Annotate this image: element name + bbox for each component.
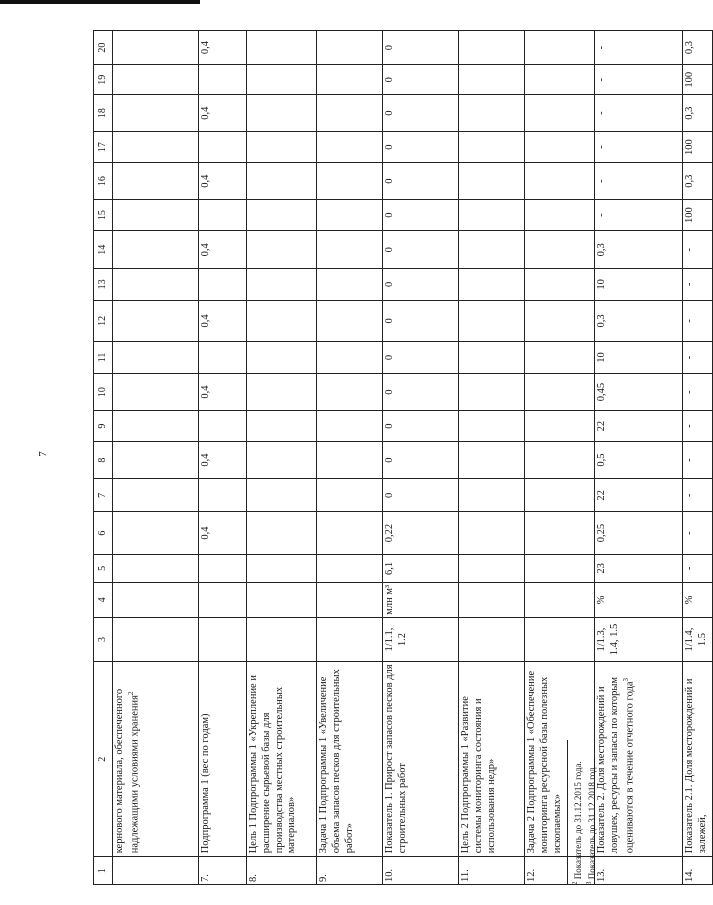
value-cell: 0,4: [199, 512, 247, 555]
value-cell: 0,4: [199, 441, 247, 479]
value-cell: [459, 342, 525, 373]
value-cell: [317, 342, 383, 373]
value-cell: 0,4: [199, 300, 247, 342]
value-cell: 0,3: [683, 31, 713, 65]
value-cell: [317, 300, 383, 342]
value-cell: [459, 512, 525, 555]
value-cell: [247, 95, 317, 132]
footnote-mark: 3: [621, 677, 630, 682]
value-cell: [247, 65, 317, 95]
value-cell: [247, 582, 317, 617]
indicator-name-text: Показатель 2. Доля месторождений и ловушек, ресурсы и запасы по которым оцениваются в течение отчетного года: [596, 676, 636, 854]
value-cell: -: [595, 163, 683, 200]
value-cell: 0,3: [683, 163, 713, 200]
value-cell: 22: [595, 411, 683, 441]
footnote: [571, 185, 585, 885]
value-cell: [199, 131, 247, 162]
value-cell: 0: [383, 95, 459, 132]
value-cell: 0,5: [595, 441, 683, 479]
value-cell: %: [683, 582, 713, 617]
value-cell: [199, 617, 247, 661]
value-cell: [317, 441, 383, 479]
footnote-text: Показатель до 31.12.2018 год.: [586, 765, 597, 882]
value-cell: 0,3: [595, 300, 683, 342]
table-row: [459, 31, 525, 885]
value-cell: 0: [383, 231, 459, 269]
value-cell: [199, 582, 247, 617]
value-cell: [247, 479, 317, 512]
value-cell: [459, 300, 525, 342]
row-number: 12.: [525, 857, 595, 885]
value-cell: -: [683, 269, 713, 300]
value-cell: 0: [383, 163, 459, 200]
row-number: 11.: [459, 857, 525, 885]
value-cell: [199, 342, 247, 373]
row-number: 9.: [317, 857, 383, 885]
value-cell: -: [683, 231, 713, 269]
value-cell: 23: [595, 555, 683, 583]
header-cell: 11: [94, 342, 113, 373]
value-cell: -: [683, 441, 713, 479]
value-cell: [199, 65, 247, 95]
value-cell: [459, 199, 525, 230]
value-cell: [247, 342, 317, 373]
value-cell: [113, 555, 199, 583]
value-cell: 100: [683, 199, 713, 230]
value-cell: %: [595, 582, 683, 617]
value-cell: [247, 300, 317, 342]
value-cell: [247, 31, 317, 65]
indicator-name: [317, 662, 383, 857]
value-cell: [113, 582, 199, 617]
header-cell: 7: [94, 479, 113, 512]
value-cell: [459, 269, 525, 300]
value-cell: 1/1.1, 1.2: [383, 617, 459, 661]
footnote-separator: [567, 740, 568, 885]
value-cell: [317, 95, 383, 132]
header-cell: 19: [94, 65, 113, 95]
value-cell: [113, 231, 199, 269]
value-cell: [317, 411, 383, 441]
value-cell: 0: [383, 300, 459, 342]
indicator-name-text: Задача 2 Подпрограммы 1 «Обеспечение мониторинга ресурсной базы полезных ископаемых»: [526, 670, 563, 854]
value-cell: 0: [383, 31, 459, 65]
value-cell: 0,45: [595, 373, 683, 411]
indicator-name: [199, 662, 247, 857]
value-cell: [199, 411, 247, 441]
value-cell: [317, 199, 383, 230]
footnote-number: 3: [584, 881, 593, 885]
indicator-name-text: Задача 1 Подпрограммы 1 «Увеличение объема запасов песков для строительных работ»: [318, 669, 355, 854]
page-number: 7: [36, 451, 49, 457]
table-row: [113, 31, 199, 885]
header-cell: 15: [94, 199, 113, 230]
indicator-name-text: Подпрограмма 1 (вес по годам): [200, 713, 211, 854]
header-cell: 8: [94, 441, 113, 479]
header-cell: 9: [94, 411, 113, 441]
value-cell: [317, 555, 383, 583]
indicator-name-text: Показатель 1. Прирост запасов песков для строительных работ: [384, 664, 408, 854]
footnote-text: Показатель до 31.12.2015 года.: [573, 761, 583, 882]
value-cell: 0,3: [595, 231, 683, 269]
value-cell: -: [683, 300, 713, 342]
value-cell: [199, 479, 247, 512]
header-cell: 6: [94, 512, 113, 555]
value-cell: [113, 617, 199, 661]
value-cell: 0: [383, 411, 459, 441]
value-cell: [247, 131, 317, 162]
value-cell: [199, 555, 247, 583]
table-row: [683, 31, 713, 885]
row-number: 7.: [199, 857, 247, 885]
value-cell: [525, 95, 595, 132]
value-cell: [317, 65, 383, 95]
indicators-table: [93, 30, 713, 885]
value-cell: [113, 441, 199, 479]
header-cell: 2: [94, 662, 113, 857]
value-cell: [459, 411, 525, 441]
header-cell: 3: [94, 617, 113, 661]
value-cell: 0: [383, 441, 459, 479]
row-number: 14.: [683, 857, 713, 885]
indicator-name-text: Цель 2 Подпрограммы 1 «Развитие системы мониторинга состояния и использования недр»: [460, 696, 497, 854]
value-cell: [113, 31, 199, 65]
value-cell: [459, 555, 525, 583]
value-cell: [247, 411, 317, 441]
value-cell: [317, 163, 383, 200]
value-cell: 0,3: [683, 95, 713, 132]
value-cell: [247, 617, 317, 661]
value-cell: [113, 411, 199, 441]
value-cell: -: [595, 95, 683, 132]
header-row: [94, 31, 113, 885]
footnotes: [567, 185, 598, 885]
value-cell: 0: [383, 342, 459, 373]
value-cell: млн м³: [383, 582, 459, 617]
value-cell: [247, 555, 317, 583]
value-cell: [459, 617, 525, 661]
value-cell: [317, 479, 383, 512]
header-cell: 16: [94, 163, 113, 200]
value-cell: -: [595, 31, 683, 65]
value-cell: [317, 131, 383, 162]
value-cell: 1/1.3, 1.4, 1.5: [595, 617, 683, 661]
value-cell: [459, 231, 525, 269]
value-cell: -: [683, 373, 713, 411]
value-cell: [459, 95, 525, 132]
table-row: [383, 31, 459, 885]
value-cell: 10: [595, 342, 683, 373]
indicator-name-text: Показатель 2.1. Доля месторождений и залежей,: [684, 678, 708, 854]
value-cell: 0,4: [199, 373, 247, 411]
value-cell: 0,4: [199, 95, 247, 132]
header-cell: 1: [94, 857, 113, 885]
row-number: [113, 857, 199, 885]
value-cell: [317, 512, 383, 555]
value-cell: [247, 441, 317, 479]
value-cell: [247, 231, 317, 269]
value-cell: 0: [383, 373, 459, 411]
value-cell: 0: [383, 131, 459, 162]
value-cell: -: [595, 65, 683, 95]
value-cell: [525, 31, 595, 65]
value-cell: -: [595, 131, 683, 162]
value-cell: 6,1: [383, 555, 459, 583]
header-cell: 10: [94, 373, 113, 411]
header-cell: 12: [94, 300, 113, 342]
indicator-name: [595, 662, 683, 857]
value-cell: [459, 479, 525, 512]
value-cell: [317, 582, 383, 617]
value-cell: 0,4: [199, 31, 247, 65]
value-cell: -: [683, 411, 713, 441]
value-cell: -: [683, 342, 713, 373]
header-cell: 4: [94, 582, 113, 617]
value-cell: [113, 199, 199, 230]
value-cell: [317, 373, 383, 411]
header-cell: 17: [94, 131, 113, 162]
value-cell: 0,25: [595, 512, 683, 555]
value-cell: [113, 131, 199, 162]
value-cell: [113, 163, 199, 200]
header-cell: 18: [94, 95, 113, 132]
row-number: 8.: [247, 857, 317, 885]
row-number: 10.: [383, 857, 459, 885]
value-cell: 0: [383, 479, 459, 512]
value-cell: [459, 65, 525, 95]
value-cell: 1/1.4, 1.5: [683, 617, 713, 661]
value-cell: [459, 131, 525, 162]
value-cell: [459, 582, 525, 617]
value-cell: [113, 95, 199, 132]
footnote-number: 2: [571, 881, 579, 885]
indicator-name: [113, 662, 199, 857]
rotated-page-content: [93, 30, 708, 885]
value-cell: 0,22: [383, 512, 459, 555]
value-cell: [113, 342, 199, 373]
value-cell: -: [683, 512, 713, 555]
value-cell: 100: [683, 131, 713, 162]
row-number: 13.: [595, 857, 683, 885]
footnote: [585, 185, 599, 885]
table-row: [317, 31, 383, 885]
value-cell: -: [683, 555, 713, 583]
value-cell: -: [683, 479, 713, 512]
value-cell: 0,4: [199, 163, 247, 200]
indicator-name: [247, 662, 317, 857]
value-cell: 0: [383, 199, 459, 230]
top-edge-bar: [0, 0, 200, 4]
value-cell: [113, 65, 199, 95]
header-cell: 5: [94, 555, 113, 583]
value-cell: 22: [595, 479, 683, 512]
value-cell: [113, 512, 199, 555]
indicator-name: [383, 662, 459, 857]
value-cell: 100: [683, 65, 713, 95]
footnote-mark: 2: [126, 691, 135, 696]
header-cell: 20: [94, 31, 113, 65]
value-cell: [247, 373, 317, 411]
value-cell: [459, 373, 525, 411]
indicator-name: [459, 662, 525, 857]
value-cell: [113, 269, 199, 300]
indicator-name-text: кернового материала, обеспеченного надлежащими условиями хранения: [114, 688, 141, 854]
value-cell: [113, 479, 199, 512]
value-cell: [199, 199, 247, 230]
value-cell: [459, 441, 525, 479]
value-cell: [459, 31, 525, 65]
value-cell: [247, 269, 317, 300]
indicator-name: [683, 662, 713, 857]
indicator-name-text: Цель 1 Подпрограммы 1 «Укрепление и расширение сырьевой базы для производства местных строительных материалов»: [248, 675, 298, 854]
value-cell: [459, 163, 525, 200]
value-cell: 0: [383, 269, 459, 300]
value-cell: 0,4: [199, 231, 247, 269]
value-cell: [199, 269, 247, 300]
value-cell: 10: [595, 269, 683, 300]
value-cell: [113, 373, 199, 411]
value-cell: [247, 163, 317, 200]
header-cell: 14: [94, 231, 113, 269]
value-cell: [247, 512, 317, 555]
value-cell: [317, 231, 383, 269]
value-cell: [317, 617, 383, 661]
table-row: [595, 31, 683, 885]
table-row: [199, 31, 247, 885]
value-cell: [317, 31, 383, 65]
value-cell: [247, 199, 317, 230]
table-row: [247, 31, 317, 885]
value-cell: [113, 300, 199, 342]
value-cell: [525, 65, 595, 95]
value-cell: 0: [383, 65, 459, 95]
value-cell: [317, 269, 383, 300]
header-cell: 13: [94, 269, 113, 300]
value-cell: [525, 131, 595, 162]
value-cell: -: [595, 199, 683, 230]
